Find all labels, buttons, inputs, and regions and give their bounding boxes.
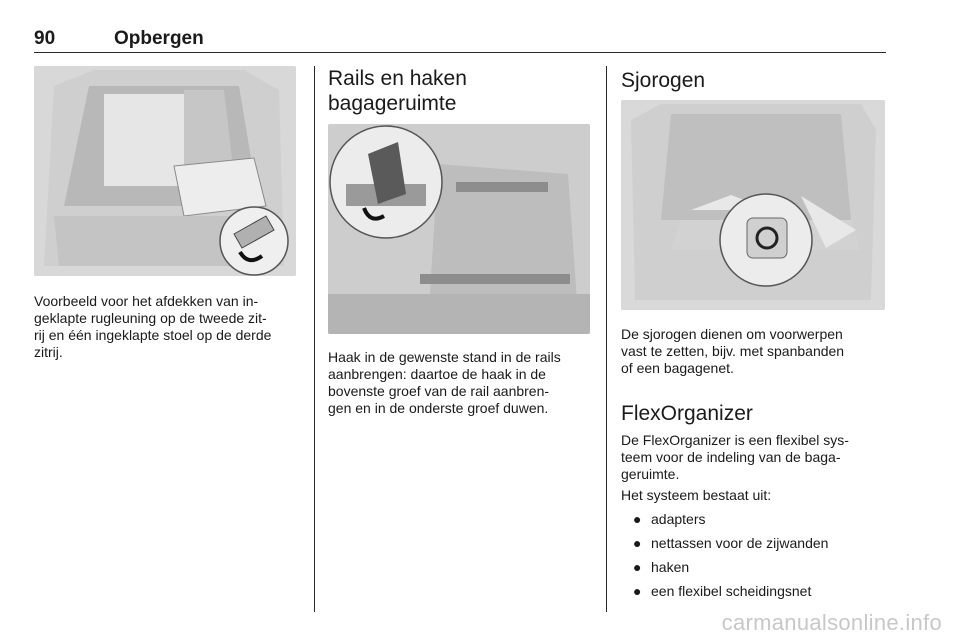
page-number: 90 [34,28,56,49]
cargo-area-folded-seats-illustration [34,66,296,276]
list-item: ● adapters [633,511,706,527]
figure-caption: Voorbeeld voor het afdekken van in- geklapte rugleuning op de tweede zit- rij en één ingeklapte stoel op de derde zitrij. [34,293,272,360]
column-divider [606,66,607,612]
flexorganizer-text: De FlexOrganizer is een flexibel sys- teem voor de indeling van de baga- geruimte. [621,432,849,482]
bullet-icon: ● [633,583,642,599]
rail-instruction-text: Haak in de gewenste stand in de rails aanbrengen: daartoe de haak in de bovenste groef van de rail aanbren- gen en in de onderste groef duwen. [328,349,561,416]
bullet-icon: ● [633,559,642,575]
bullet-icon: ● [633,535,642,551]
section-heading: Rails en haken bagageruimte [328,67,467,115]
column-divider [314,66,315,612]
cargo-rail-hook-illustration [328,124,590,334]
page-header [34,26,886,53]
list-item: ● haken [633,559,690,575]
lashing-eye-text: De sjorogen dienen om voorwerpen vast te zetten, bijv. met spanbanden of een bagagenet. [621,326,845,376]
list-item: ● nettassen voor de zijwanden [633,535,829,551]
section-heading-flexorganizer: FlexOrganizer [621,402,753,425]
bullet-icon: ● [633,511,642,527]
lashing-eye-illustration [621,100,885,310]
list-item: ● een flexibel scheidingsnet [633,583,812,599]
section-heading-sjorogen: Sjorogen [621,69,706,92]
page-title: Opbergen [114,28,204,49]
component-list [621,511,885,607]
watermark: carmanualsonline.info [721,610,942,635]
system-intro-text: Het systeem bestaat uit: [621,487,772,503]
